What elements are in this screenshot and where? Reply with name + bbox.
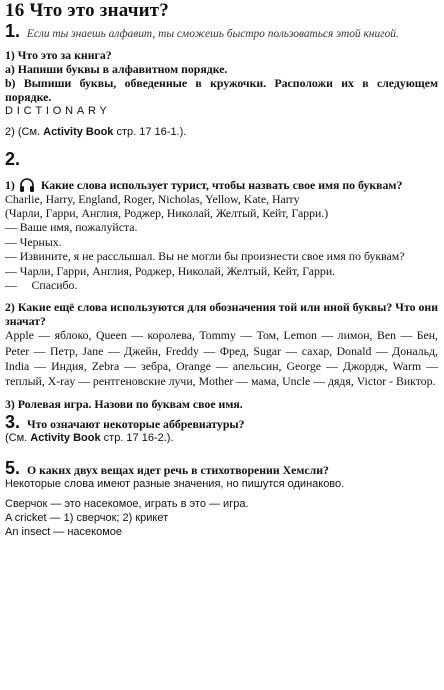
s3-reference	[5, 431, 438, 445]
s1-q2-book: Activity Book	[43, 125, 114, 138]
section-1-number: 1.	[5, 21, 21, 41]
s2-question-3: 3) Ролевая игра. Назови по буквам свое имя.	[5, 397, 243, 412]
s2-question-2: 2) Какие ещё слова используются для обозначения той или иной буквы? Что они значат?	[5, 300, 438, 329]
s5-line-1: Некоторые слова имеют разные значения, но пишутся одинаково.	[5, 478, 345, 491]
headphones-icon	[19, 178, 35, 192]
section-1-intro-text: Если ты знаешь алфавит, ты сможешь быстро пользоваться этой книгой.	[26, 28, 399, 40]
section-5-number: 5.	[5, 458, 21, 479]
s2-dialog-4: — Чарли, Гарри, Англия, Роджер, Николай, Желтый, Кейт, Гарри.	[5, 263, 336, 278]
s1-q2-prefix: 2) (См.	[5, 125, 41, 138]
s1-question-1: 1) Что это за книга?	[5, 47, 112, 62]
s2-dialog-3: — Извините, я не расслышал. Вы не могли бы произнести свое имя по буквам?	[5, 249, 405, 264]
section-1-intro	[5, 21, 438, 42]
s3-ref-book: Activity Book	[30, 432, 101, 445]
page-title: Что это значит?	[29, 0, 169, 21]
section-5-question: О каких двух вещах идет речь в стихотворении Хемсли?	[26, 463, 329, 478]
s2-dialog-2: — Черных.	[5, 234, 62, 249]
s2-q1-number: 1)	[5, 177, 15, 192]
s5-line-4: An insect — насекомое	[5, 526, 123, 539]
s1-task-b: b) Выпиши буквы, обведенные в кружочки. Расположи их в следующем порядке.	[5, 75, 438, 104]
section-3-heading	[5, 412, 438, 433]
s2-russian-words: (Чарли, Гарри, Англия, Роджер, Николай, Желтый, Кейт, Гарри.)	[5, 205, 329, 220]
s1-task-a: а) Напиши буквы в алфавитном порядке.	[5, 61, 228, 76]
s1-question-2	[5, 125, 438, 139]
section-5-heading	[5, 458, 438, 479]
s2-dialog-5: — Спасибо.	[5, 277, 78, 292]
section-3-question: Что означают некоторые аббревиатуры?	[26, 417, 245, 432]
s2-question-1	[5, 178, 438, 192]
s3-ref-suffix: стр. 17 16-2.).	[103, 432, 174, 445]
s1-q2-suffix: стр. 17 16-1.).	[116, 125, 187, 138]
s2-dialog-1: — Ваше имя, пожалуйста.	[5, 220, 138, 235]
s2-english-words: Charlie, Harry, England, Roger, Nicholas, Yellow, Kate, Harry	[5, 191, 300, 206]
page-heading	[5, 0, 438, 22]
s2-answer-2: Apple — яблоко, Queen — королева, Tommy — Том, Lemon — лимон, Ben — Бен, Peter — Петр, Jane — Джейн, Freddy — Фред, Sugar — сахар, Donald — Дональд, India — Индия, Zebra — зебра, Orange — апельсин, George — Джордж, Warm — теплый, X-ray — рентгеновские лучи, Mother — мама, Uncle — дядя, Victor - Виктор.	[5, 328, 438, 388]
s5-line-3: A cricket — 1) сверчок; 2) крикет	[5, 512, 169, 525]
s2-q1-text: Какие слова использует турист, чтобы назвать свое имя по буквам?	[40, 177, 403, 192]
dictionary-word: DICTIONARY	[5, 104, 111, 117]
page-number: 16	[5, 0, 25, 21]
s5-line-2: Сверчок — это насекомое, играть в это — игра.	[5, 498, 249, 511]
s3-ref-prefix: (См.	[5, 432, 28, 445]
section-3-number: 3.	[5, 412, 21, 433]
section-2-number: 2.	[5, 148, 21, 169]
